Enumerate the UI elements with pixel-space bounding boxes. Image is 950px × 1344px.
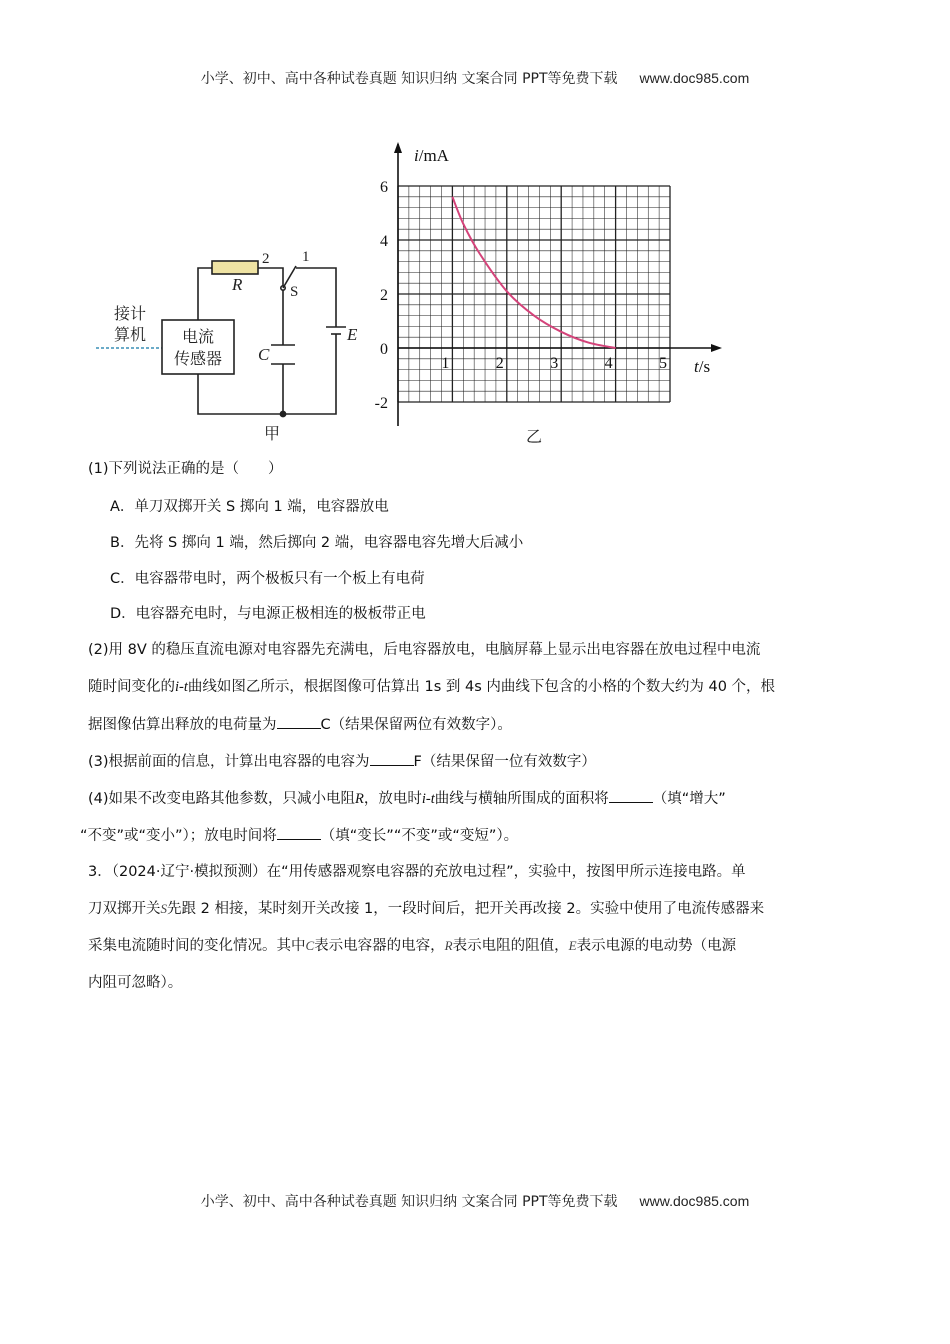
x-tick-label: 4: [604, 355, 613, 372]
y-tick-labels: [375, 179, 388, 412]
p3-c-symbol: C: [305, 938, 315, 953]
q4-it-symbol: i-t: [421, 791, 435, 807]
y-tick-label: 6: [380, 179, 388, 196]
q2-line2-pre: 随时间变化的: [88, 679, 175, 695]
terminal-2-label: 2: [262, 251, 270, 267]
q4-l2-a: “不变”或“变小”）；放电时间将: [80, 828, 277, 844]
figure-jia-caption: 甲: [264, 424, 281, 443]
x-tick-label: 2: [495, 355, 504, 372]
header-text: 小学、初中、高中各种试卷真题 知识归纳 文案合同 PPT等免费下载: [200, 71, 618, 87]
x-tick-label: 1: [441, 355, 450, 372]
resistor: [212, 261, 258, 274]
q3-post: F（结果保留一位有效数字）: [413, 754, 596, 770]
q2-answer-blank[interactable]: [277, 714, 321, 729]
p3-l3-d: 表示电源的电动势（电源: [576, 938, 737, 954]
p3-line2: [88, 899, 764, 919]
q4-l1-a: (4)如果不改变电路其他参数，只减小电阻: [88, 791, 356, 807]
q4-l1-b: ，放电时: [363, 791, 422, 807]
y-axis-var: i: [414, 146, 419, 165]
x-tick-label: 5: [659, 355, 667, 372]
q4-time-blank[interactable]: [277, 825, 321, 840]
header-url[interactable]: www.doc985.com: [639, 70, 750, 86]
q4-line2: [80, 825, 518, 846]
p3-l3-b: 表示电容器的电容，: [314, 938, 445, 954]
resistor-label: R: [232, 275, 243, 294]
q2-it-symbol: i-t: [175, 679, 188, 695]
q4-area-blank[interactable]: [609, 788, 653, 803]
x-axis-var: t: [694, 357, 699, 376]
q2-line1: (2)用 8V 的稳压直流电源对电容器先充满电，后电容器放电，电脑屏幕上显示出电容器在放电过程中电流: [88, 642, 761, 658]
q4-l2-b: （填“变长”“不变”或“变短”）。: [320, 828, 519, 844]
y-axis-arrow: [394, 142, 402, 153]
q2-line3-post: C（结果保留两位有效数字）。: [320, 717, 512, 733]
y-tick-label: -2: [374, 395, 388, 412]
p3-line1: 3．（2024·辽宁·模拟预测）在“用传感器观察电容器的充放电过程”，实验中，按图甲所示连接电路。单: [88, 864, 746, 880]
sensor-label-line1: 电流: [181, 327, 215, 346]
x-axis-arrow: [711, 344, 722, 352]
y-axis-label: [414, 146, 450, 165]
q1-stem: (1)下列说法正确的是（ ）: [88, 461, 283, 477]
page-header: [0, 68, 950, 88]
q3-pre: (3)根据前面的信息，计算出电容器的电容为: [88, 754, 370, 770]
p3-l3-c: 表示电阻的阻值，: [452, 938, 569, 954]
computer-label-line2: 算机: [114, 325, 147, 344]
p3-l3-a: 采集电流随时间的变化情况。其中: [88, 938, 306, 954]
figure-yi-caption: 乙: [526, 427, 543, 446]
switch-label: S: [290, 284, 299, 300]
footer-text: 小学、初中、高中各种试卷真题 知识归纳 文案合同 PPT等免费下载: [200, 1194, 618, 1210]
p3-line3: [88, 936, 736, 956]
computer-label-line1: 接计: [114, 304, 147, 323]
q4-line1: [88, 788, 726, 809]
q4-r-symbol: R: [355, 791, 364, 807]
q1-option-b: B．先将 S 掷向 1 端，然后掷向 2 端，电容器电容先增大后减小: [110, 535, 524, 551]
p3-r-symbol: R: [444, 938, 453, 953]
p3-e-symbol: E: [568, 938, 577, 953]
y-axis-unit: /mA: [418, 146, 449, 165]
it-graph: [375, 142, 722, 446]
q1-option-c: C．电容器带电时，两个极板只有一个板上有电荷: [110, 571, 425, 587]
y-tick-label: 4: [380, 233, 388, 250]
p3-line4: 内阻可忽略）。: [88, 975, 183, 991]
q4-l1-d: （填“增大”: [652, 791, 726, 807]
wire-sensor-to-resistor: [198, 268, 212, 320]
wire-resistor-to-switch: [258, 268, 283, 286]
y-tick-label: 0: [380, 341, 388, 358]
q2-line2-post: 曲线如图乙所示，根据图像可估算出 1s 到 4s 内曲线下包含的小格的个数大约为 40 个，根: [187, 679, 776, 695]
wire-terminal1-to-source: [296, 268, 336, 327]
q4-l1-c: 曲线与横轴所围成的面积将: [434, 791, 609, 807]
q1-option-d: D．电容器充电时，与电源正极相连的极板带正电: [110, 606, 426, 622]
q1-option-a: A．单刀双掷开关 S 掷向 1 端，电容器放电: [110, 499, 389, 515]
x-axis-unit: /s: [698, 357, 711, 376]
terminal-1-label: 1: [302, 249, 310, 265]
p3-s-symbol: S: [160, 901, 167, 916]
q2-line3-pre: 据图像估算出释放的电荷量为: [88, 717, 277, 733]
figure-circuit-and-graph: [88, 138, 728, 450]
q3-answer-blank[interactable]: [370, 751, 414, 766]
p3-l2-b: 先跟 2 相接，某时刻开关改接 1，一段时间后，把开关再改接 2。实验中使用了电流传感器来: [167, 901, 765, 917]
q2-line2: [88, 677, 775, 697]
x-axis-label: [694, 357, 710, 376]
source-label: E: [347, 325, 358, 344]
capacitor-label: C: [258, 345, 270, 364]
q2-line3: [88, 714, 512, 735]
y-tick-label: 2: [380, 287, 388, 304]
x-tick-label: 3: [550, 355, 559, 372]
footer-url[interactable]: www.doc985.com: [639, 1193, 750, 1209]
p3-l2-a: 刀双掷开关: [88, 901, 161, 917]
sensor-label-line2: 传感器: [173, 349, 223, 368]
page-footer: [0, 1191, 950, 1211]
q3-line: [88, 751, 596, 772]
